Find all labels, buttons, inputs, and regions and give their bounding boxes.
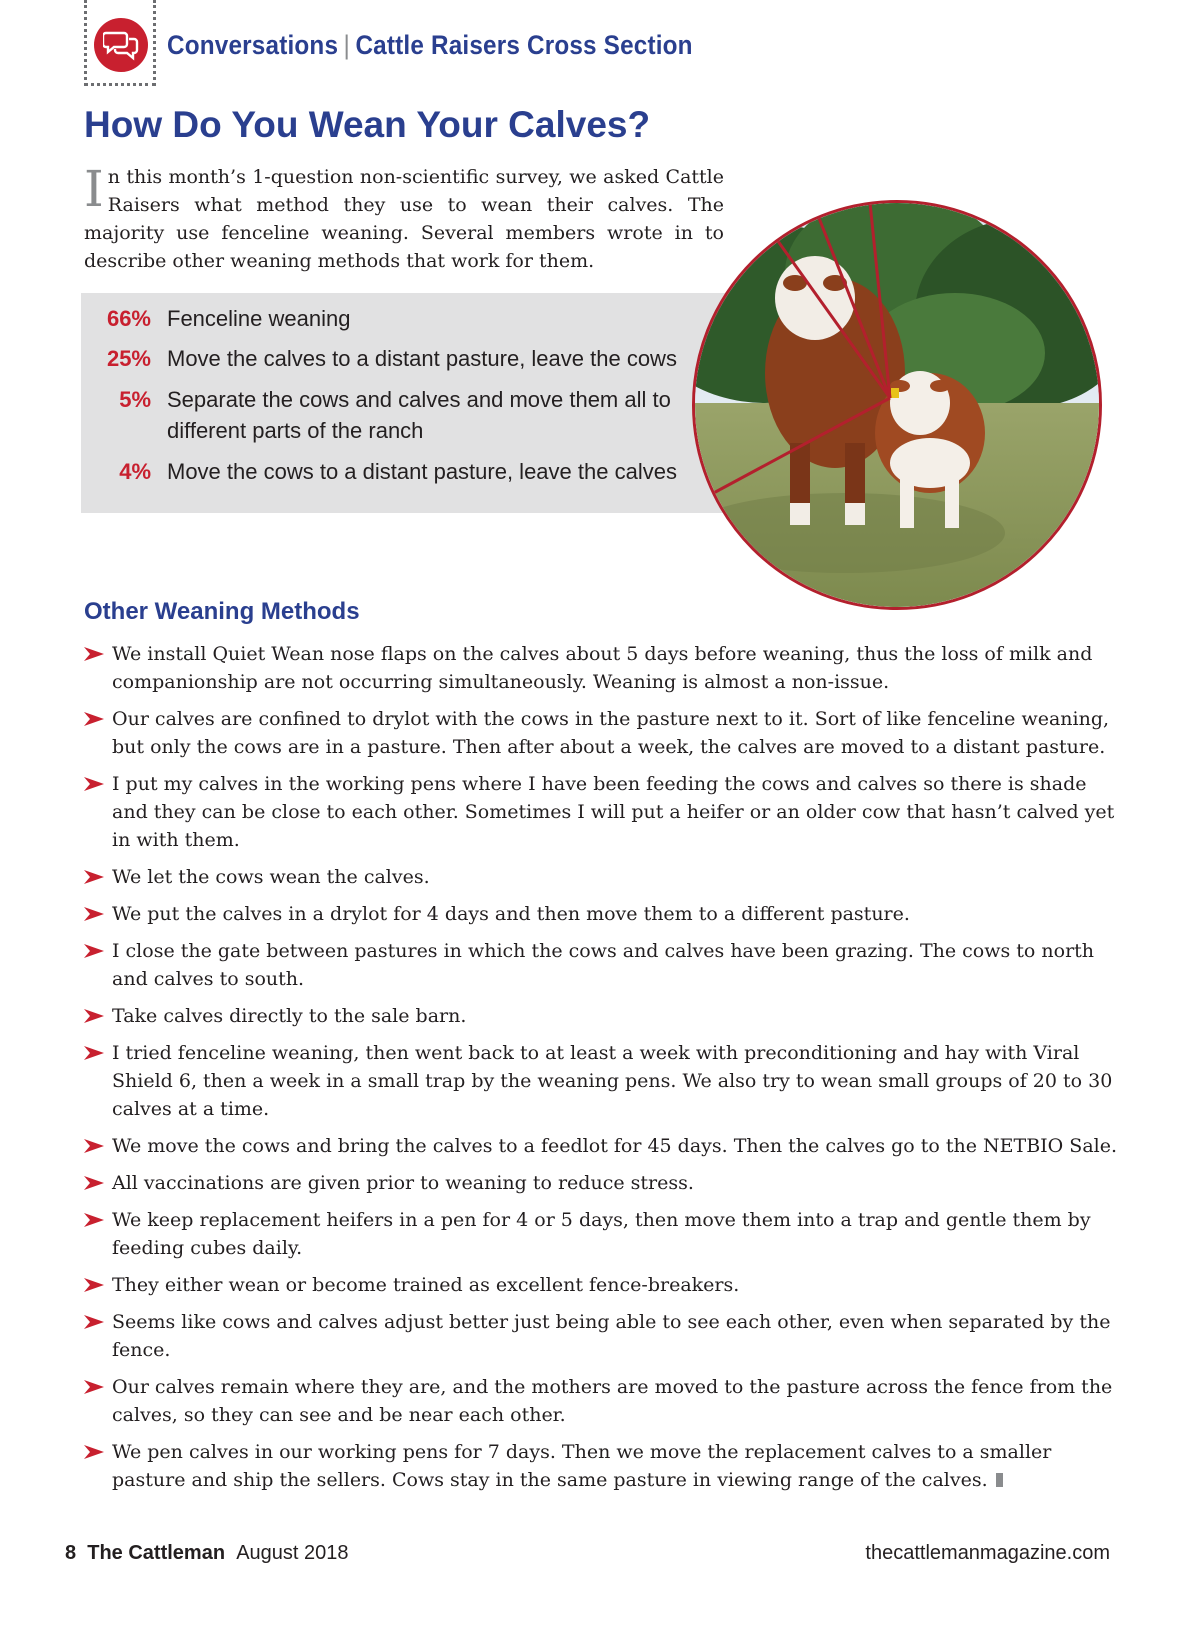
- list-item: [84, 937, 1124, 993]
- section-badge: [84, 0, 156, 86]
- survey-label: Fenceline weaning: [167, 306, 351, 331]
- method-text: Our calves are confined to drylot with the cows in the pasture next to it. Sort of like fenceline weaning, but only the cows are in a pasture. Then after about a week, the calves are moved to a distant pasture.: [112, 708, 1110, 758]
- survey-label-continued: different parts of the ranch: [167, 418, 424, 443]
- method-text: I put my calves in the working pens where I have been feeding the cows and calves so there is shade and they can be close to each other. Sometimes I will put a heifer or an older cow that hasn’t calved yet in with them.: [112, 773, 1115, 851]
- arrow-bullet-icon: [84, 1315, 104, 1329]
- arrow-bullet-icon: [84, 907, 104, 921]
- survey-label: Separate the cows and calves and move them all to: [167, 387, 671, 412]
- other-methods-list: [84, 640, 1124, 1503]
- list-item: [84, 900, 1124, 928]
- intro-paragraph: [84, 160, 724, 275]
- arrow-bullet-icon: [84, 1278, 104, 1292]
- survey-percent: 25%: [106, 346, 151, 371]
- section-separator: |: [343, 30, 351, 60]
- method-text: I tried fenceline weaning, then went back to at least a week with preconditioning and hay with Viral Shield 6, then a week in a small trap by the weaning pens. We also try to wean small groups of 20 to 30 calves at a time.: [112, 1042, 1113, 1120]
- arrow-bullet-icon: [84, 777, 104, 791]
- arrow-bullet-icon: [84, 944, 104, 958]
- survey-label: Move the calves to a distant pasture, leave the cows: [167, 346, 677, 371]
- method-text: We move the cows and bring the calves to a feedlot for 45 days. Then the calves go to the NETBIO Sale.: [112, 1135, 1118, 1157]
- intro-text: n this month’s 1-question non-scientific survey, we asked Cattle Raisers what method they use to wean their calves. The majority use fenceline weaning. Several members wrote in to describe other weaning methods that work for them.: [84, 166, 724, 272]
- issue-date: August 2018: [236, 1542, 349, 1564]
- list-item: [84, 705, 1124, 761]
- page-number: 8: [65, 1542, 77, 1564]
- section-name: Conversations: [167, 30, 339, 60]
- survey-percent: 4%: [119, 459, 151, 484]
- method-text: Take calves directly to the sale barn.: [112, 1005, 467, 1027]
- arrow-bullet-icon: [84, 1009, 104, 1023]
- footer-left: [65, 1542, 349, 1565]
- arrow-bullet-icon: [84, 1139, 104, 1153]
- method-text: They either wean or become trained as excellent fence-breakers.: [112, 1274, 740, 1296]
- speech-bubble-icon: [94, 18, 148, 72]
- subsection-name: Cattle Raisers Cross Section: [355, 30, 693, 60]
- arrow-bullet-icon: [84, 1176, 104, 1190]
- list-item: [84, 1002, 1124, 1030]
- list-item: [84, 1132, 1124, 1160]
- arrow-bullet-icon: [84, 647, 104, 661]
- method-text: All vaccinations are given prior to weaning to reduce stress.: [112, 1172, 694, 1194]
- list-item: [84, 1206, 1124, 1262]
- method-text: We install Quiet Wean nose flaps on the calves about 5 days before weaning, thus the loss of milk and companionship are not occurring simultaneously. Weaning is almost a non-issue.: [112, 643, 1093, 693]
- method-text: We put the calves in a drylot for 4 days and then move them to a different pasture.: [112, 903, 910, 925]
- list-item: [84, 1373, 1124, 1429]
- arrow-bullet-icon: [84, 1213, 104, 1227]
- pie-illustration: [695, 203, 1099, 607]
- method-text: Seems like cows and calves adjust better just being able to see each other, even when separated by the fence.: [112, 1311, 1111, 1361]
- survey-percent: 5%: [119, 387, 151, 412]
- method-text: We keep replacement heifers in a pen for 4 or 5 days, then move them into a trap and gentle them by feeding cubes daily.: [112, 1209, 1091, 1259]
- list-item: [84, 1308, 1124, 1364]
- survey-label: Move the cows to a distant pasture, leave the calves: [167, 459, 677, 484]
- section-label: [167, 30, 693, 61]
- survey-percent: 66%: [106, 306, 151, 331]
- list-item: [84, 1271, 1124, 1299]
- arrow-bullet-icon: [84, 1046, 104, 1060]
- survey-results-box: [81, 293, 741, 513]
- list-item: [84, 863, 1124, 891]
- website-link[interactable]: thecattlemanmagazine.com: [865, 1542, 1110, 1564]
- method-text: I close the gate between pastures in which the cows and calves have been grazing. The cows to north and calves to south.: [112, 940, 1095, 990]
- end-mark-icon: [996, 1473, 1003, 1487]
- list-item: [84, 1039, 1124, 1123]
- list-item: [84, 770, 1124, 854]
- magazine-name: The Cattleman: [87, 1542, 226, 1564]
- arrow-bullet-icon: [84, 870, 104, 884]
- arrow-bullet-icon: [84, 1445, 104, 1459]
- page-title: How Do You Wean Your Calves?: [84, 104, 651, 145]
- arrow-bullet-icon: [84, 712, 104, 726]
- arrow-bullet-icon: [84, 1380, 104, 1394]
- cattle-photo-pie: [692, 200, 1102, 610]
- method-text: Our calves remain where they are, and the mothers are moved to the pasture across the fence from the calves, so they can see and be near each other.: [112, 1376, 1113, 1426]
- method-text: We let the cows wean the calves.: [112, 866, 430, 888]
- list-item: [84, 1438, 1124, 1494]
- list-item: [84, 640, 1124, 696]
- method-text: We pen calves in our working pens for 7 days. Then we move the replacement calves to a smaller pasture and ship the sellers. Cows stay in the same pasture in viewing range of the calves.: [112, 1441, 1052, 1491]
- dropcap: I: [84, 160, 104, 218]
- list-item: [84, 1169, 1124, 1197]
- other-methods-heading: Other Weaning Methods: [84, 598, 360, 625]
